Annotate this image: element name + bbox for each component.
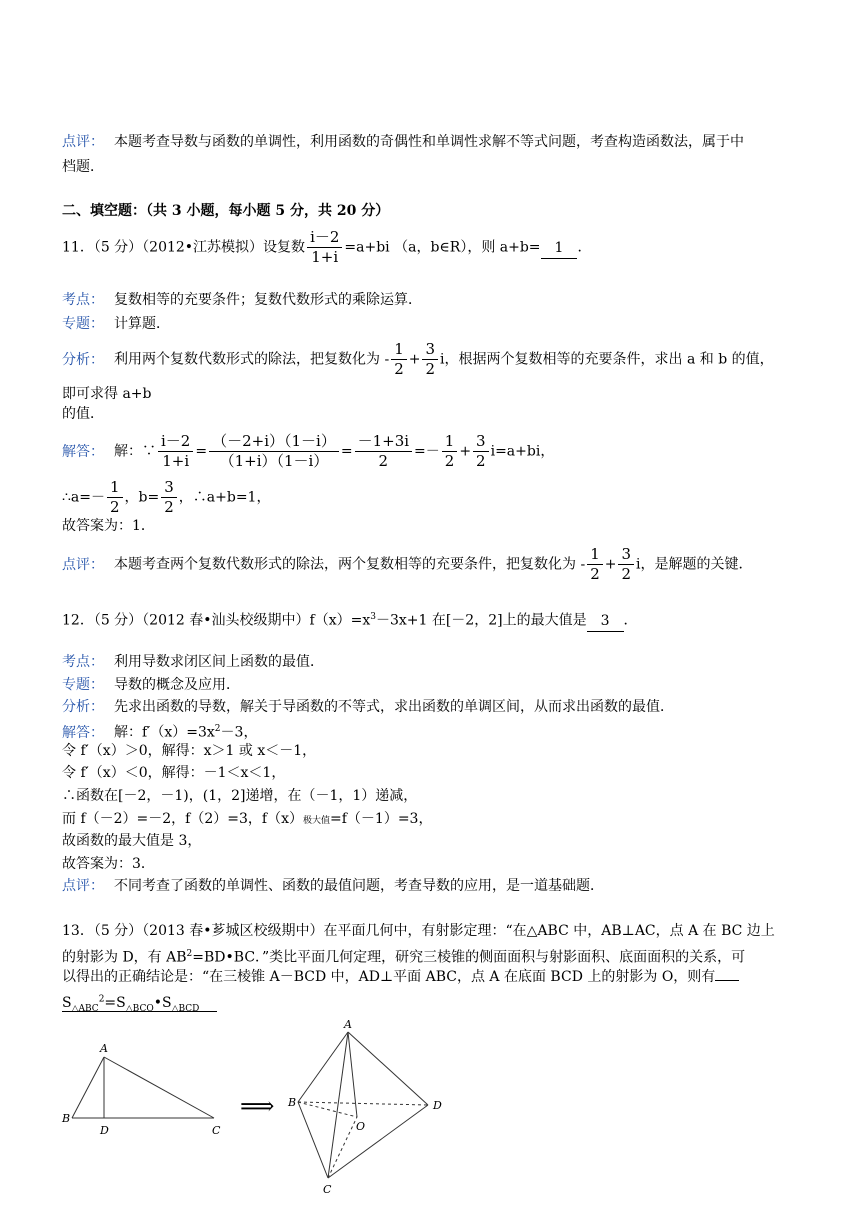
q13-answer: $S_{\triangle ABC}^2=S_{\triangle BCO}•S_{\triangle BCD}$ bbox=[62, 989, 217, 1018]
tet-label-b: B bbox=[288, 1096, 297, 1109]
tet-label-a: A bbox=[344, 1018, 352, 1031]
q12-line2: 令 f′（x）＞0，解得：x＞1 或 x＜－1， bbox=[62, 743, 317, 759]
q12-zhuanti: 专题： 导数的概念及应用． bbox=[62, 677, 240, 693]
q12-line5: 而 f（－2）=－2，f（2）=3，f（x）极大值=f（－1）=3， bbox=[62, 811, 433, 827]
geometry-figure bbox=[0, 1012, 860, 1212]
q13-line1: 13．（5 分）（2013 春•芗城区校级期中）在平面几何中，有射影定理：“在△ABC 中，AB⊥AC，点 A 在 BC 边上 bbox=[62, 923, 775, 939]
q11-answer-line: 故答案为：1． bbox=[62, 518, 155, 534]
q11-jieda: 解答： 解：∵ $\frac{i-2}{1+i}$ = $\frac{(-2+i)(1-i)}{(1+i)(1-i)}$ = $\frac{-1+3i}{2}$ =－ $\frac{1}{2}$ + $\frac{3}{2}$ i=a+bi， bbox=[62, 432, 555, 470]
q11-dianping: 点评： 本题考查两个复数代数形式的除法，两个复数相等的充要条件，把复数化为 - $\frac{1}{2}$ + $\frac{3}{2}$ i，是解题的关键． bbox=[62, 545, 753, 583]
tri-label-d: D bbox=[100, 1124, 109, 1137]
implies-arrow: ⟹ bbox=[240, 1092, 275, 1120]
q11-stem: 11．（5 分）（2012•江苏模拟）设复数 $\frac{i-2}{1+i}$ =a+bi （a，b∈R），则 a+b= 1 ． bbox=[62, 228, 592, 266]
tet-label-o: O bbox=[356, 1120, 366, 1133]
q12-jieda: 解答： 解：$f'(x)=3x^2-3$， bbox=[62, 724, 258, 741]
q12-line6: 故函数的最大值是 3， bbox=[62, 833, 202, 849]
q12-line3: 令 f′（x）＜0，解得：－1＜x＜1， bbox=[62, 765, 286, 781]
q11-answer: 1 bbox=[541, 238, 578, 259]
q11-fenxi: 分析： 利用两个复数代数形式的除法，把复数化为 - $\frac{1}{2}$ + $\frac{3}{2}$ i，根据两个复数相等的充要条件，求出 a 和 b 的值， bbox=[62, 340, 774, 378]
comment-tag: 点评： bbox=[62, 134, 104, 150]
right-triangle bbox=[72, 1057, 214, 1118]
q11-zhuanti: 专题： 计算题． bbox=[62, 316, 170, 332]
tri-label-b: B bbox=[62, 1112, 71, 1125]
q12-line4: ∴函数在[－2，－1)，(1，2]递增，在（－1，1）递减， bbox=[62, 788, 418, 804]
q12-kaodian: 考点： 利用导数求闭区间上函数的最值． bbox=[62, 654, 324, 670]
q13-line2: 的射影为 D，有 $AB^2=BD•BC$．”类比平面几何定理，研究三棱锥的侧面面积与射影面积、底面面积的关系，可 bbox=[62, 949, 746, 966]
q11-fenxi-cont2: 的值． bbox=[62, 406, 104, 422]
tetrahedron bbox=[298, 1032, 428, 1178]
q12-line7: 故答案为：3． bbox=[62, 856, 155, 872]
intro-comment-line2: 档题． bbox=[62, 159, 104, 175]
q11-fenxi-cont: 即可求得 a+b bbox=[62, 386, 152, 402]
q11-fraction: $\frac{i-2}{1+i}$ bbox=[307, 228, 342, 267]
section-title: 二、填空题：（共 3 小题，每小题 5 分，共 20 分） bbox=[62, 203, 390, 219]
tet-label-d: D bbox=[433, 1099, 442, 1112]
q13-line3: 以得出的正确结论是：“在三棱锥 A－BCD 中，AD⊥平面 ABC，点 A 在底面 BCD 上的射影为 O，则有 bbox=[62, 967, 739, 987]
tri-label-c: C bbox=[212, 1124, 221, 1137]
q12-stem: 12．（5 分）（2012 春•汕头校级期中）$f(x)=x^3-3x+1$ 在[－2，2]上的最大值是 3 ． bbox=[62, 607, 638, 632]
q12-answer: 3 bbox=[587, 611, 624, 632]
intro-comment-line1: 点评： 本题考查导数与函数的单调性，利用函数的奇偶性和单调性求解不等式问题，考查构造函数法，属于中 bbox=[62, 134, 744, 150]
q12-dianping: 点评： 不同考查了函数的单调性、函数的最值问题，考查导数的应用，是一道基础题． bbox=[62, 878, 604, 894]
q11-ab-values: ∴a=－ $\frac{1}{2}$ ，b= $\frac{3}{2}$ ，∴a+b=1， bbox=[62, 478, 271, 516]
q11-kaodian: 考点： 复数相等的充要条件；复数代数形式的乘除运算． bbox=[62, 292, 422, 308]
tet-label-c: C bbox=[323, 1183, 332, 1196]
tri-label-a: A bbox=[100, 1042, 108, 1055]
q12-fenxi: 分析： 先求出函数的导数，解关于导函数的不等式，求出函数的单调区间，从而求出函数的最值． bbox=[62, 699, 674, 715]
